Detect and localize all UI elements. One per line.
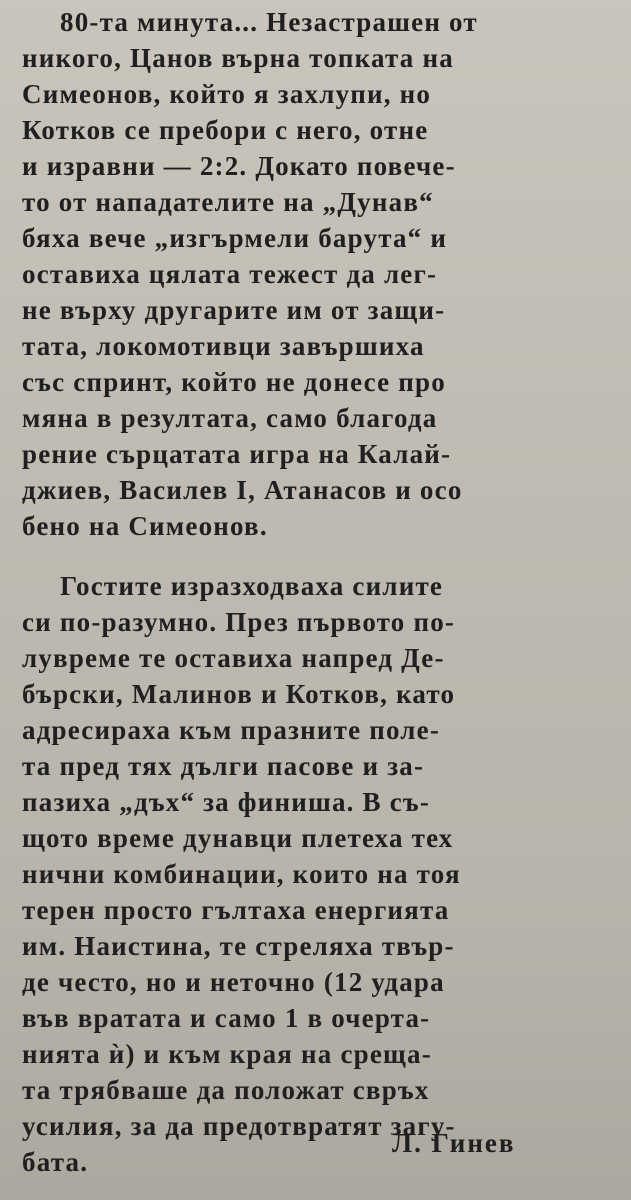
author-signature: Л. Гинев <box>392 1128 516 1158</box>
text-line: щото време дунавци плетеха тех <box>22 823 454 853</box>
text-line: бата. <box>22 1147 89 1177</box>
paragraph-gap <box>22 544 582 568</box>
text-line: никого, Цанов върна топката на <box>22 43 454 73</box>
text-line: пазиха „дъх“ за финиша. В съ- <box>22 787 431 817</box>
text-line: джиев, Василев I, Атанасов и осо <box>22 475 463 505</box>
text-line: нични комбинации, които на тоя <box>22 859 461 889</box>
text-line: бърски, Малинов и Котков, като <box>22 679 456 709</box>
text-line: тата, локомотивци завършиха <box>22 331 425 361</box>
text-line: усилия, за да предотвратят загу- <box>22 1111 456 1141</box>
text-line: то от нападателите на „Дунав“ <box>22 187 434 217</box>
text-line: оставиха цялата тежест да лег- <box>22 259 438 289</box>
text-line: терен просто гълтаха енергията <box>22 895 450 925</box>
text-line: де често, но и неточно (12 удара <box>22 967 445 997</box>
paragraph-2 <box>22 568 582 1180</box>
text-line: 80-та минута... Незастрашен от <box>60 7 478 37</box>
text-line: бяха вече „изгърмели барута“ и <box>22 223 448 253</box>
paragraph-1 <box>22 4 582 544</box>
text-line: си по-разумно. През първото по- <box>22 607 456 637</box>
text-line: рение сърцатата игра на Калай- <box>22 439 452 469</box>
text-line: Гостите изразходваха силите <box>60 571 444 601</box>
text-line: та пред тях дълги пасове и за- <box>22 751 425 781</box>
text-line: със спринт, който не донесе про <box>22 367 446 397</box>
article-column <box>22 4 582 1180</box>
text-line: и изравни — 2:2. Докато повече- <box>22 151 456 181</box>
text-line: Симеонов, който я захлупи, но <box>22 79 432 109</box>
text-line: бено на Симеонов. <box>22 511 268 541</box>
text-line: нията ѝ) и към края на среща- <box>22 1039 432 1069</box>
text-line: не върху другарите им от защи- <box>22 295 446 325</box>
text-line: адресираха към празните поле- <box>22 715 441 745</box>
text-line: та трябваше да положат свръх <box>22 1075 430 1105</box>
text-line: им. Наистина, те стреляха твър- <box>22 931 455 961</box>
text-line: лувреме те оставиха напред Де- <box>22 643 445 673</box>
text-line: мяна в резултата, само благода <box>22 403 438 433</box>
text-line: Котков се пребори с него, отне <box>22 115 429 145</box>
text-line: във вратата и само 1 в очерта- <box>22 1003 431 1033</box>
